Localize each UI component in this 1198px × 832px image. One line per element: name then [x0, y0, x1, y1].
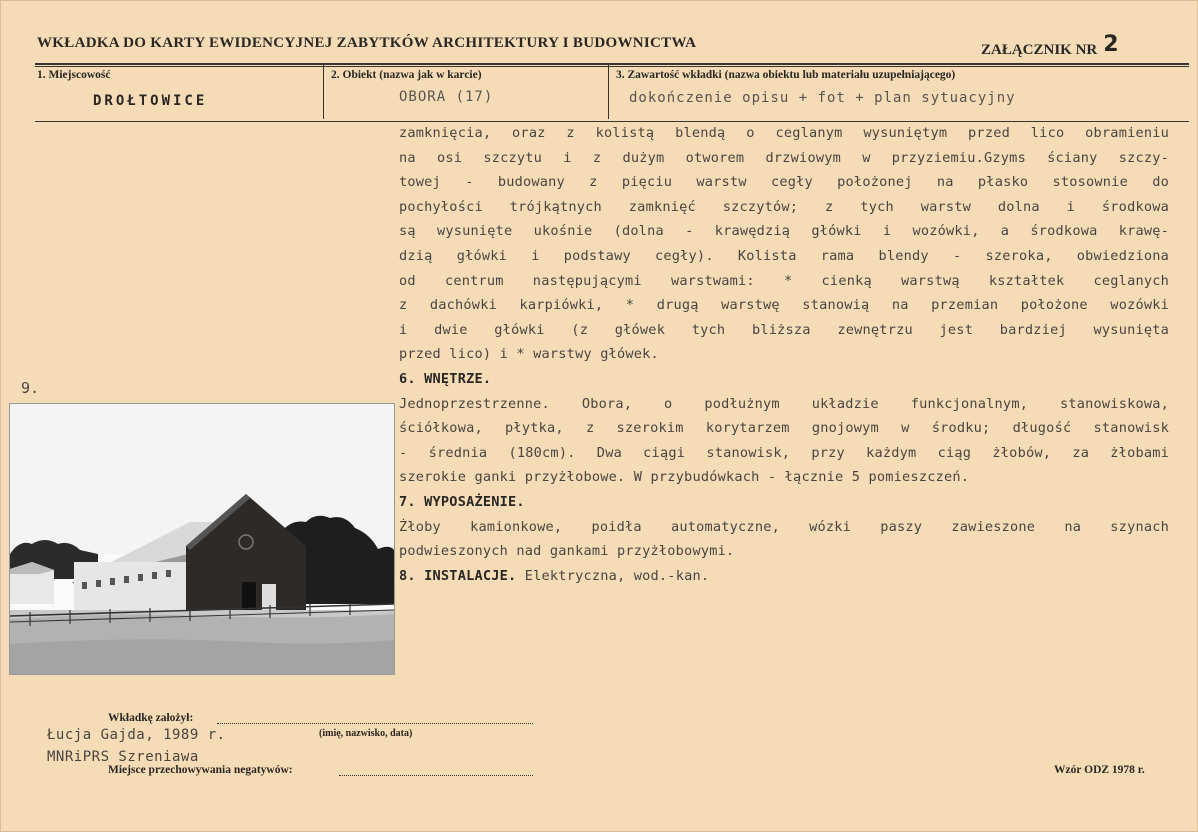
- text-line: są wysunięte ukośnie (dolna - krawędzią główki i wozówki, a środkowa krawę-: [399, 223, 1169, 240]
- text-line: i dwie główki (z główek tych bliższa zewnętrzu jest bardziej wysunięta: [399, 321, 1169, 338]
- section-installations: [399, 564, 1169, 589]
- text-line: na osi szczytu i z dużym otworem drzwiowym w przyziemiu.Gzyms ściany szczy-: [399, 149, 1169, 166]
- field-divider-2: [608, 65, 609, 119]
- author-dotted-line: [217, 723, 533, 724]
- negatives-dotted-line: [339, 775, 533, 776]
- annex-number: 2: [1103, 32, 1119, 57]
- text-line: towej - budowany z pięciu warstw cegły położonej na płasko stosownie do: [399, 174, 1169, 191]
- installations-text: Elektryczna, wod.-kan.: [516, 567, 710, 584]
- text-line: podwieszonych nad gankami przyżłobowymi.: [399, 543, 735, 560]
- section-heading-installations: 8. INSTALACJE.: [399, 567, 517, 584]
- text-line: przed lico) i * warstwy główek.: [399, 346, 659, 363]
- text-line: dzią główki i podstawy cegły). Kolista rama blendy - szeroka, obwiedziona: [399, 247, 1169, 264]
- object-value: OBORA (17): [399, 89, 494, 105]
- field-divider-1: [323, 65, 324, 119]
- locality-label: 1. Miejscowość: [37, 69, 111, 81]
- author-hint: (imię, nazwisko, data): [319, 728, 413, 739]
- object-label: 2. Obiekt (nazwa jak w karcie): [331, 69, 482, 81]
- text-line: Jednoprzestrzenne. Obora, o podłużnym układzie funkcjonalnym, stanowiskowa,: [399, 395, 1169, 412]
- annex-label-text: ZAŁĄCZNIK NR: [981, 42, 1098, 58]
- section-heading-interior: 6. WNĘTRZE.: [399, 370, 492, 387]
- header-rule-top: [35, 63, 1189, 65]
- text-line: ściółkowa, płytka, z szerokim korytarzem gnojowym w środku; długość stanowisk: [399, 420, 1169, 437]
- institution-name: MNRiPRS Szreniawa: [47, 749, 199, 765]
- page-number: 9.: [21, 379, 40, 397]
- contents-label: 3. Zawartość wkładki (nazwa obiektu lub materiału uzupełniającego): [616, 69, 956, 81]
- text-line: od centrum następującymi warstwami: * cienką warstwą kształtek ceglanych: [399, 272, 1169, 289]
- annex-label: [981, 32, 1119, 60]
- section-heading-equipment: 7. WYPOSAŻENIE.: [399, 493, 525, 510]
- text-line: szerokie ganki przyżłobowe. W przybudówkach - łącznie 5 pomieszczeń.: [399, 469, 970, 486]
- negatives-label: Miejsce przechowywania negatywów:: [108, 764, 293, 776]
- form-title: WKŁADKA DO KARTY EWIDENCYJNEJ ZABYTKÓW ARCHITEKTURY I BUDOWNICTWA: [37, 35, 697, 51]
- text-line: pochyłości trójkątnych zamknięć szczytów; z tych warstw dolna i środkowa: [399, 198, 1169, 215]
- text-line: - średnia (180cm). Dwa ciągi stanowisk, przy każdym ciąg żłobów, za żłobami: [399, 444, 1169, 461]
- barn-photo: [9, 403, 395, 675]
- contents-value: dokończenie opisu + fot + plan sytuacyjny: [629, 90, 1016, 106]
- description-text: [399, 121, 1169, 588]
- barn-photo-image: [10, 404, 394, 674]
- text-line: z dachówki karpiówki, * drugą warstwę stanowią na przemian położone wozówki: [399, 297, 1169, 314]
- header-rule-bottom: [35, 66, 1189, 67]
- text-line: zamknięcia, oraz z kolistą blendą o ceglanym wysuniętym przed lico obramieniu: [399, 125, 1169, 141]
- text-line: Żłoby kamionkowe, poidła automatyczne, wózki paszy zawieszone na szynach: [399, 518, 1169, 535]
- locality-value: DROŁTOWICE: [93, 93, 208, 109]
- author-label: Wkładkę założył:: [108, 712, 194, 724]
- form-code: Wzór ODZ 1978 r.: [1054, 764, 1145, 776]
- author-name: Łucja Gajda, 1989 r.: [47, 727, 226, 743]
